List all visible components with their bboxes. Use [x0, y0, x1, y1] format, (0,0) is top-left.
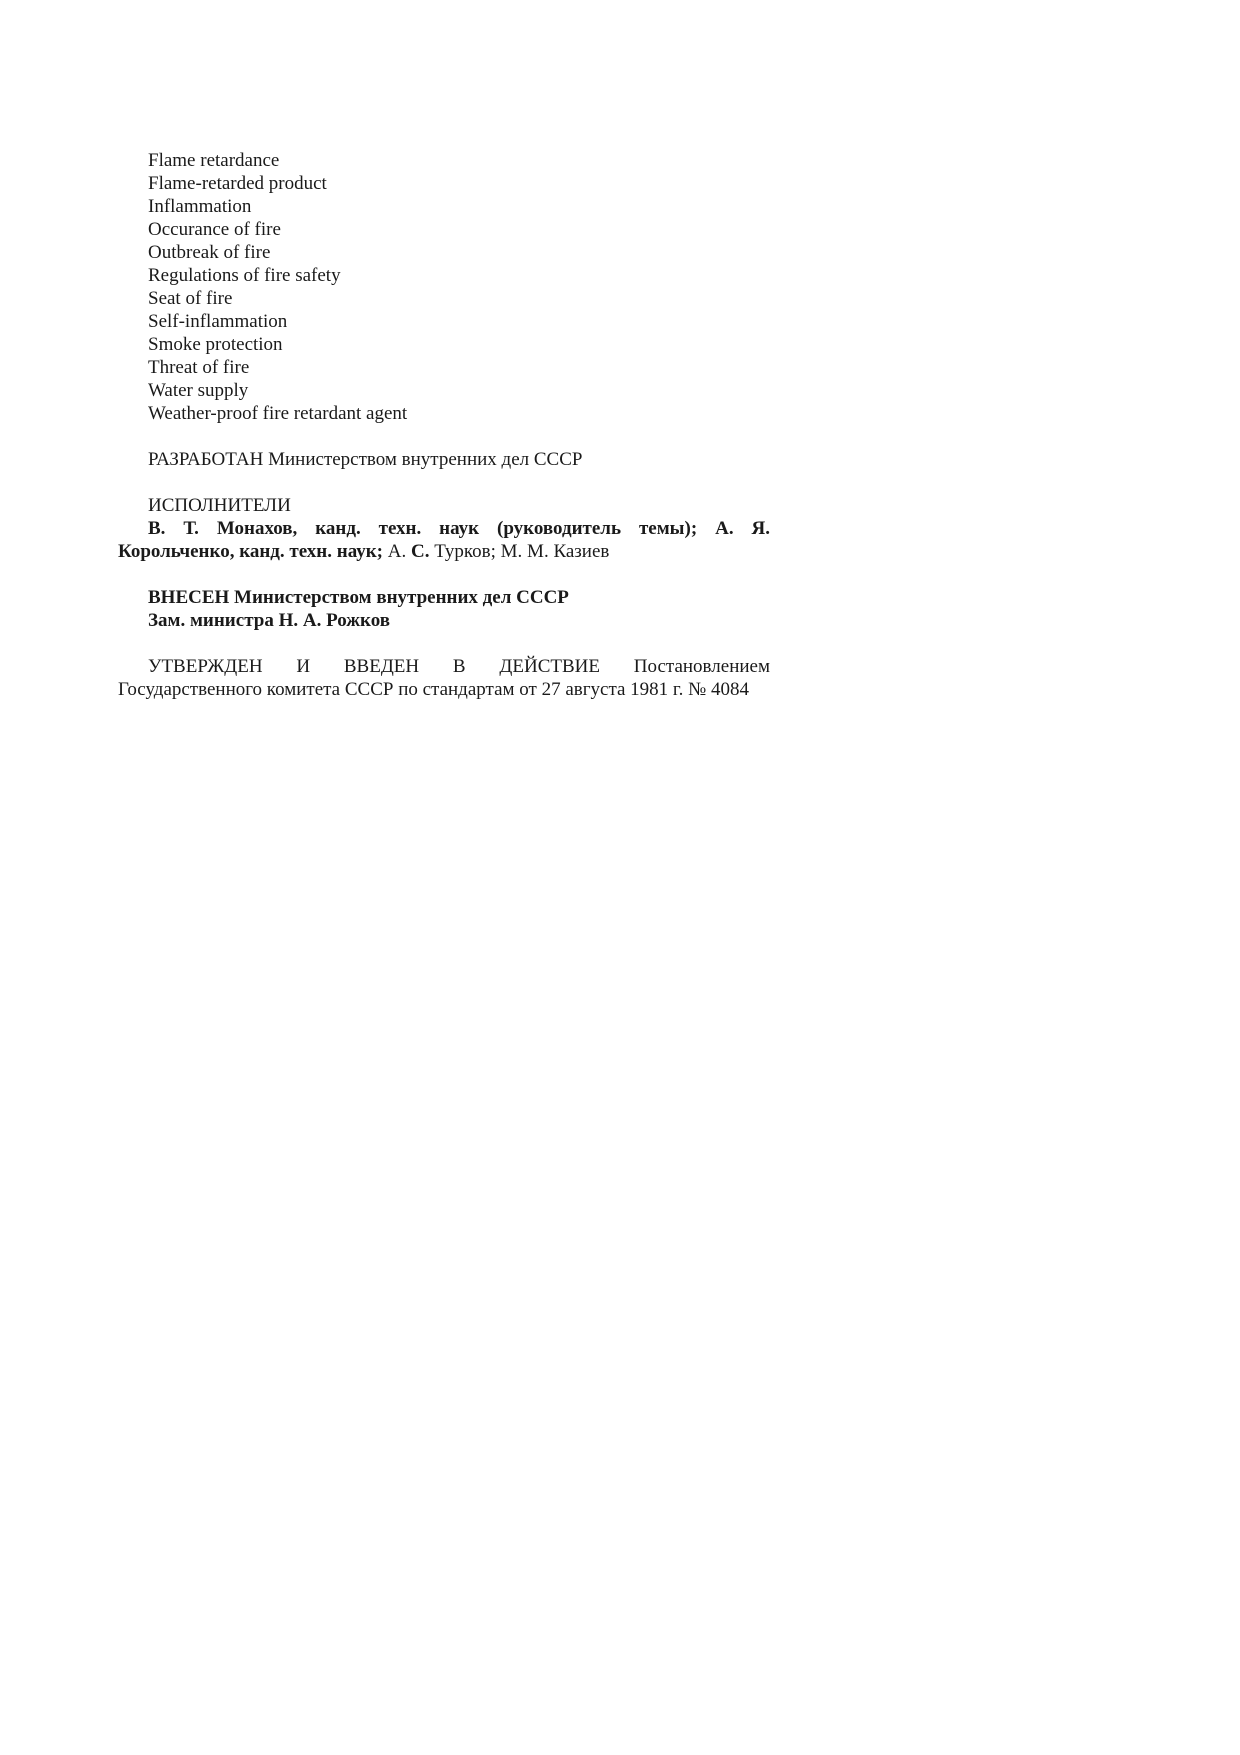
deputy-minister: [118, 609, 770, 632]
executors-plain-rest: Турков; М. М. Казиев: [429, 541, 610, 562]
term-item: Weather-proof fire retardant agent: [148, 403, 408, 424]
introduced-statement: [118, 586, 770, 609]
executors-bold-names: В. Т. Монахов, канд. техн. наук (руководитель темы); А. Я. Корольченко, канд. техн. наук;: [118, 518, 770, 562]
document-page: [118, 149, 770, 701]
term-item: Outbreak of fire: [148, 242, 271, 263]
term-item: Flame-retarded product: [148, 173, 327, 194]
deputy-minister-name: Зам. министра Н. А. Рожков: [148, 610, 390, 631]
executors-bold-s: С.: [411, 541, 430, 562]
developed-statement: РАЗРАБОТАН Министерством внутренних дел СССР: [148, 449, 583, 470]
approved-statement: УТВЕРЖДЕН И ВВЕДЕН В ДЕЙСТВИЕ Постановлением Государственного комитета СССР по стандартам от 27 августа 1981 г. № 4084: [118, 656, 770, 700]
introduced-line: ВНЕСЕН Министерством внутренних дел СССР: [148, 587, 569, 608]
term-item: Smoke protection: [148, 334, 283, 355]
term-item: Regulations of fire safety: [148, 265, 341, 286]
term-item: Self-inflammation: [148, 311, 288, 332]
term-item: Seat of fire: [148, 288, 233, 309]
executors-names: [118, 517, 770, 563]
term-item: Threat of fire: [148, 357, 250, 378]
term-item: Flame retardance: [148, 150, 280, 171]
term-item: Water supply: [148, 380, 249, 401]
spacer: [118, 563, 770, 586]
english-terms-list: [118, 149, 770, 425]
term-item: Inflammation: [148, 196, 252, 217]
executors-plain-a: А.: [383, 541, 411, 562]
executors-heading: ИСПОЛНИТЕЛИ: [148, 495, 291, 516]
term-item: Occurance of fire: [148, 219, 281, 240]
